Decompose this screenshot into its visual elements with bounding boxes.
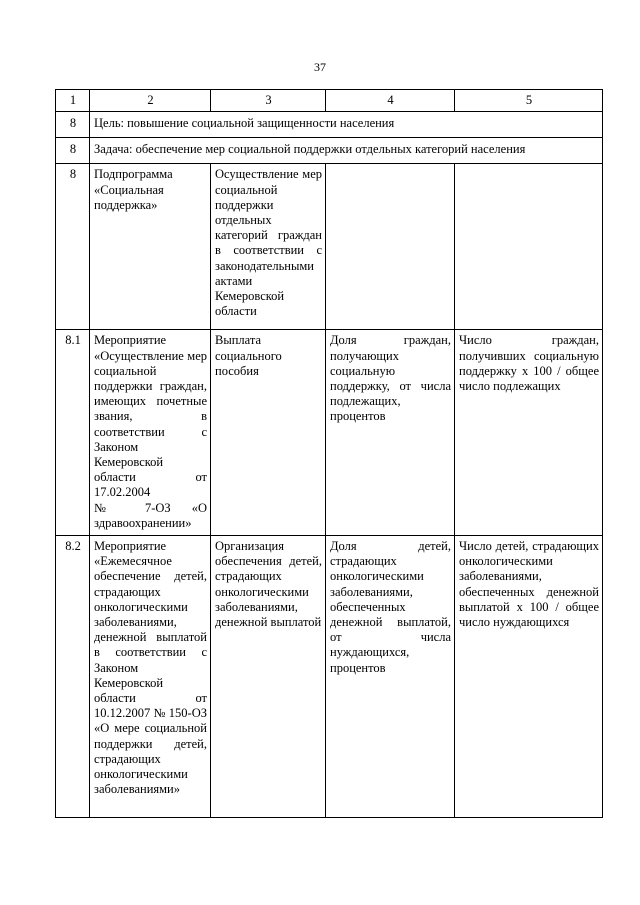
row-number: 8.1 (56, 330, 90, 536)
row-indicator: Доля граждан, получающих социальную поддержку, от числа подлежащих, процентов (326, 330, 455, 536)
table-row (56, 536, 603, 818)
table-row (56, 330, 603, 536)
goal-number: 8 (56, 112, 90, 138)
header-cell-4: 4 (326, 90, 455, 112)
row-action: Выплата социального пособия (211, 330, 326, 536)
header-cell-5: 5 (455, 90, 603, 112)
row-name: Мероприятие «Ежемесячное обеспечение детей, страдающих онкологическими заболеваниями, денежной выплатой в соответствии с Законом Кемеровской области от 10.12.2007 № 150-ОЗ «О мере социальной поддержки детей, страдающих онкологическими заболеваниями» (90, 536, 211, 818)
header-cell-2: 2 (90, 90, 211, 112)
row-number: 8.2 (56, 536, 90, 818)
header-cell-1: 1 (56, 90, 90, 112)
table-header-row (56, 90, 603, 112)
row-formula: Число детей, страдающих онкологическими заболеваниями, обеспеченных денежной выплатой x 100 / общее число нуждающихся (455, 536, 603, 818)
row-action: Организация обеспечения детей, страдающих онкологическими заболеваниями, денежной выплатой (211, 536, 326, 818)
row-name: Мероприятие «Осуществление мер социальной поддержки граждан, имеющих почетные звания, в соответствии с Законом Кемеровской области от 17.02.2004 № 7-ОЗ «О здравоохранении» (90, 330, 211, 536)
row-name: Подпрограмма «Социальная поддержка» (90, 164, 211, 330)
table-row (56, 164, 603, 330)
row-indicator (326, 164, 455, 330)
page-number: 37 (314, 60, 326, 74)
task-row (56, 138, 603, 164)
task-text: Задача: обеспечение мер социальной поддержки отдельных категорий населения (90, 138, 603, 164)
row-number: 8 (56, 164, 90, 330)
row-action: Осуществление мер социальной поддержки отдельных категорий граждан в соответствии с законодательными актами Кемеровской области (211, 164, 326, 330)
header-cell-3: 3 (211, 90, 326, 112)
goal-row (56, 112, 603, 138)
task-number: 8 (56, 138, 90, 164)
row-formula: Число граждан, получивших социальную поддержку x 100 / общее число подлежащих (455, 330, 603, 536)
indicators-table (55, 89, 603, 818)
goal-text: Цель: повышение социальной защищенности населения (90, 112, 603, 138)
row-formula (455, 164, 603, 330)
row-indicator: Доля детей, страдающих онкологическими заболеваниями, обеспеченных денежной выплатой, от числа нуждающихся, процентов (326, 536, 455, 818)
